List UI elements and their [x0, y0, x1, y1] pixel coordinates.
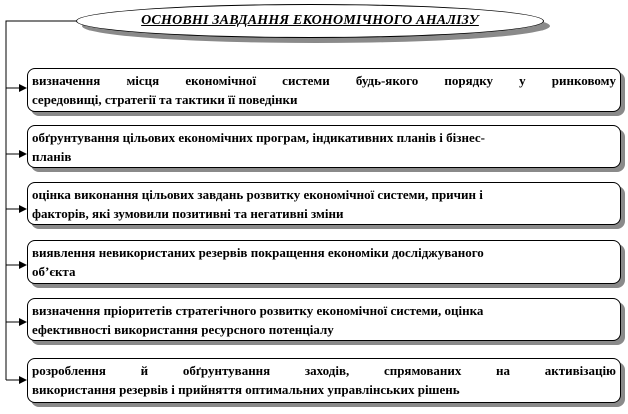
task-box-1 [27, 68, 621, 112]
task-3-line-2: факторів, які зумовили позитивні та негативні зміни [32, 206, 344, 221]
task-3-line-1: оцінка виконання цільових завдань розвитку економічної системи, причин і [32, 187, 483, 202]
task-1-line-1: визначення місця економічної системи будь-якого порядку у ринковому [32, 73, 616, 88]
diagram-title: ОСНОВНІ ЗАВДАННЯ ЕКОНОМІЧНОГО АНАЛІЗУ [141, 13, 479, 28]
task-box-5 [27, 298, 621, 341]
task-box-2 [27, 125, 621, 168]
title-oval [76, 4, 544, 38]
task-1-line-2: середовищі, стратегії та тактики її поведінки [32, 92, 298, 107]
task-5-line-1: визначення пріоритетів стратегічного розвитку економічної системи, оцінка [32, 303, 484, 318]
task-4-line-1: виявлення невикористаних резервів покращення економіки досліджуваного [32, 245, 484, 260]
task-2-line-2: планів [32, 149, 72, 164]
task-box-3 [27, 182, 621, 225]
task-4-line-2: об’єкта [32, 264, 76, 279]
task-2-line-1: обґрунтування цільових економічних програм, індикативних планів і бізнес- [32, 130, 486, 145]
task-box-4 [27, 240, 621, 284]
task-6-line-1: розроблення й обґрунтування заходів, спрямованих на активізацію [32, 363, 616, 378]
task-box-6 [27, 358, 621, 403]
task-5-line-2: ефективності використання ресурсного потенціалу [32, 322, 334, 337]
task-6-line-2: використання резервів і прийняття оптимальних управлінських рішень [32, 382, 460, 397]
